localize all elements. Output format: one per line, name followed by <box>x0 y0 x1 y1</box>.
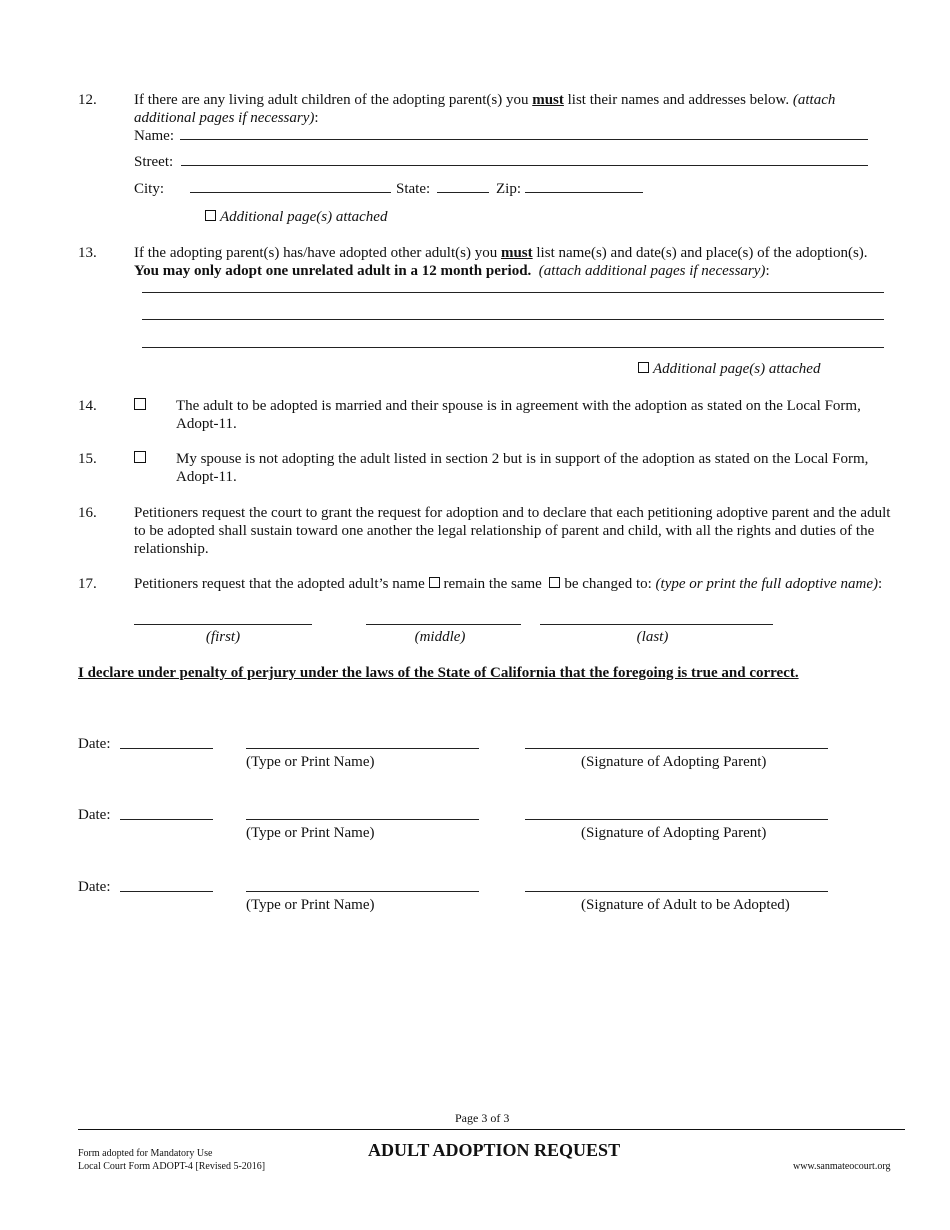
print-name-field-2[interactable] <box>246 819 479 820</box>
item-number-12: 12. <box>78 92 97 108</box>
item-16-text: Petitioners request the court to grant the request for adoption and to declare that each petitioning adoptive parent and the adult to be adopted shall sustain toward one another the legal relationship of parent and child, with all the rights and duties of the relationship. <box>134 505 891 557</box>
footer-form-line-1: Form adopted for Mandatory Use <box>78 1148 213 1159</box>
adoption-history-line-1[interactable] <box>142 292 884 293</box>
additional-pages-label-12: Additional page(s) attached <box>220 209 388 225</box>
item-13-text: If the adopting parent(s) has/have adopted other adult(s) you must list name(s) and date(s) and place(s) of the adoption(s). You may only adopt one unrelated adult in a 12 month period. (attach additional pages if necessary): <box>134 245 868 279</box>
additional-pages-checkbox-13[interactable] <box>638 362 649 373</box>
street-field[interactable] <box>181 165 868 166</box>
print-name-caption-1: (Type or Print Name) <box>246 754 375 770</box>
page-number: Page 3 of 3 <box>455 1111 510 1125</box>
signature-field-3[interactable] <box>525 891 828 892</box>
date-label-1: Date: <box>78 736 111 752</box>
name-same-checkbox[interactable] <box>429 577 440 588</box>
signature-caption-1: (Signature of Adopting Parent) <box>581 754 767 770</box>
print-name-caption-3: (Type or Print Name) <box>246 897 375 913</box>
item-14-text: The adult to be adopted is married and their spouse is in agreement with the adoption as stated on the Local Form, Adopt-11. <box>176 398 861 432</box>
item-13-additional-pages <box>638 360 820 378</box>
item-12-text: If there are any living adult children of the adopting parent(s) you must list their names and addresses below. (attach additional pages if necessary): <box>134 92 836 126</box>
city-field[interactable] <box>190 192 391 193</box>
date-label-3: Date: <box>78 879 111 895</box>
adoption-history-line-2[interactable] <box>142 319 884 320</box>
footer-rule <box>78 1129 905 1130</box>
print-name-field-1[interactable] <box>246 748 479 749</box>
additional-pages-checkbox-12[interactable] <box>205 210 216 221</box>
date-field-1[interactable] <box>120 748 213 749</box>
date-field-2[interactable] <box>120 819 213 820</box>
date-label-2: Date: <box>78 807 111 823</box>
print-name-field-3[interactable] <box>246 891 479 892</box>
signature-field-2[interactable] <box>525 819 828 820</box>
footer-form-line-2: Local Court Form ADOPT-4 [Revised 5-2016] <box>78 1161 266 1172</box>
date-field-3[interactable] <box>120 891 213 892</box>
signature-caption-3: (Signature of Adult to be Adopted) <box>581 897 790 913</box>
spouse-agreement-checkbox[interactable] <box>134 398 146 410</box>
item-12-additional-pages <box>205 208 387 226</box>
item-number-14: 14. <box>78 398 97 414</box>
last-caption: (last) <box>636 629 669 645</box>
additional-pages-label-13: Additional page(s) attached <box>653 361 821 377</box>
adoption-history-line-3[interactable] <box>142 347 884 348</box>
zip-field[interactable] <box>525 192 643 193</box>
item-number-15: 15. <box>78 451 97 467</box>
last-name-field[interactable] <box>540 624 773 625</box>
item-number-17: 17. <box>78 576 97 592</box>
signature-field-1[interactable] <box>525 748 828 749</box>
signature-caption-2: (Signature of Adopting Parent) <box>581 825 767 841</box>
first-caption: (first) <box>205 629 241 645</box>
footer-website: www.sanmateocourt.org <box>793 1161 891 1172</box>
street-label: Street: <box>134 154 174 170</box>
name-label: Name: <box>134 128 174 144</box>
form-title: ADULT ADOPTION REQUEST <box>368 1140 621 1160</box>
state-label: State: <box>396 181 431 197</box>
print-name-caption-2: (Type or Print Name) <box>246 825 375 841</box>
perjury-declaration: I declare under penalty of perjury under the laws of the State of California that the foregoing is true and correct. <box>78 665 799 681</box>
item-number-13: 13. <box>78 245 97 261</box>
name-field[interactable] <box>180 139 868 140</box>
item-number-16: 16. <box>78 505 97 521</box>
city-label: City: <box>134 181 165 197</box>
item-15-text: My spouse is not adopting the adult listed in section 2 but is in support of the adoption as stated on the Local Form, Adopt-11. <box>176 451 869 485</box>
name-row <box>134 127 174 145</box>
middle-caption: (middle) <box>414 629 466 645</box>
state-field[interactable] <box>437 192 489 193</box>
first-name-field[interactable] <box>134 624 312 625</box>
name-change-checkbox[interactable] <box>549 577 560 588</box>
spouse-support-checkbox[interactable] <box>134 451 146 463</box>
zip-label: Zip: <box>496 181 521 197</box>
middle-name-field[interactable] <box>366 624 521 625</box>
item-17-text: Petitioners request that the adopted adult’s name remain the same be changed to: (type or print the full adoptive name): <box>134 576 883 592</box>
